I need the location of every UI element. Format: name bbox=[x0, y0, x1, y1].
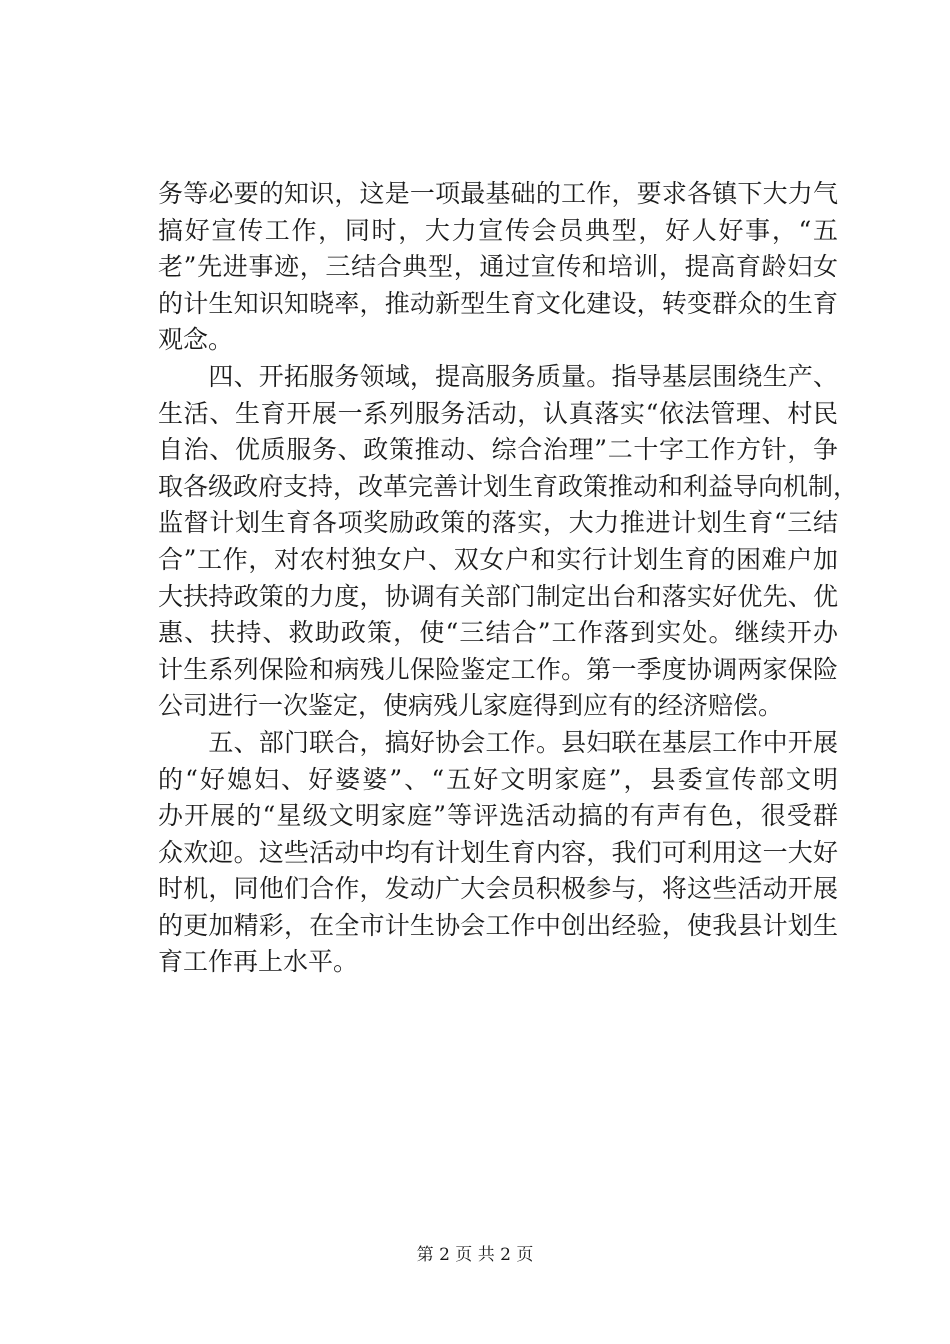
text-line: 五、部门联合，搞好协会工作。县妇联在基层工作中开展 bbox=[158, 727, 838, 757]
text-line: 时机，同他们合作，发动广大会员积极参与，将这些活动开展 bbox=[158, 874, 838, 904]
text-line: 大扶持政策的力度，协调有关部门制定出台和落实好优先、优 bbox=[158, 581, 838, 611]
text-line: 搞好宣传工作，同时，大力宣传会员典型，好人好事，“五 bbox=[158, 215, 838, 245]
text-line: 务等必要的知识，这是一项最基础的工作，要求各镇下大力气 bbox=[158, 179, 838, 208]
text-line: 自治、优质服务、政策推动、综合治理”二十字工作方针，争 bbox=[158, 435, 838, 465]
text-line: 合”工作，对农村独女户、双女户和实行计划生育的困难户加 bbox=[158, 544, 838, 574]
text-line: 育工作再上水平。 bbox=[158, 947, 359, 977]
document-body bbox=[158, 176, 859, 981]
text-line: 老”先进事迹，三结合典型，通过宣传和培训，提高育龄妇女 bbox=[158, 252, 838, 282]
text-line: 计生系列保险和病残儿保险鉴定工作。第一季度协调两家保险 bbox=[158, 654, 838, 684]
text-line: 惠、扶持、救助政策，使“三结合”工作落到实处。继续开办 bbox=[158, 618, 838, 648]
text-line: 的更加精彩，在全市计生协会工作中创出经验，使我县计划生 bbox=[158, 910, 838, 940]
page-number-footer: 第 2 页 共 2 页 bbox=[416, 1245, 534, 1265]
text-line: 观念。 bbox=[158, 325, 234, 355]
text-line: 的“好媳妇、好婆婆”、“五好文明家庭”，县委宣传部文明 bbox=[158, 764, 838, 794]
text-line: 生活、生育开展一系列服务活动，认真落实“依法管理、村民 bbox=[158, 398, 838, 428]
text-line: 众欢迎。这些活动中均有计划生育内容，我们可利用这一大好 bbox=[158, 837, 838, 867]
text-line: 办开展的“星级文明家庭”等评选活动搞的有声有色，很受群 bbox=[158, 801, 838, 831]
text-line: 监督计划生育各项奖励政策的落实，大力推进计划生育“三结 bbox=[158, 508, 838, 538]
text-line: 取各级政府支持，改革完善计划生育政策推动和利益导向机制， bbox=[158, 471, 859, 501]
text-line: 公司进行一次鉴定，使病残儿家庭得到应有的经济赔偿。 bbox=[158, 691, 784, 721]
text-line: 四、开拓服务领域，提高服务质量。指导基层围绕生产、 bbox=[158, 361, 838, 391]
text-line: 的计生知识知晓率，推动新型生育文化建设，转变群众的生育 bbox=[158, 288, 838, 318]
